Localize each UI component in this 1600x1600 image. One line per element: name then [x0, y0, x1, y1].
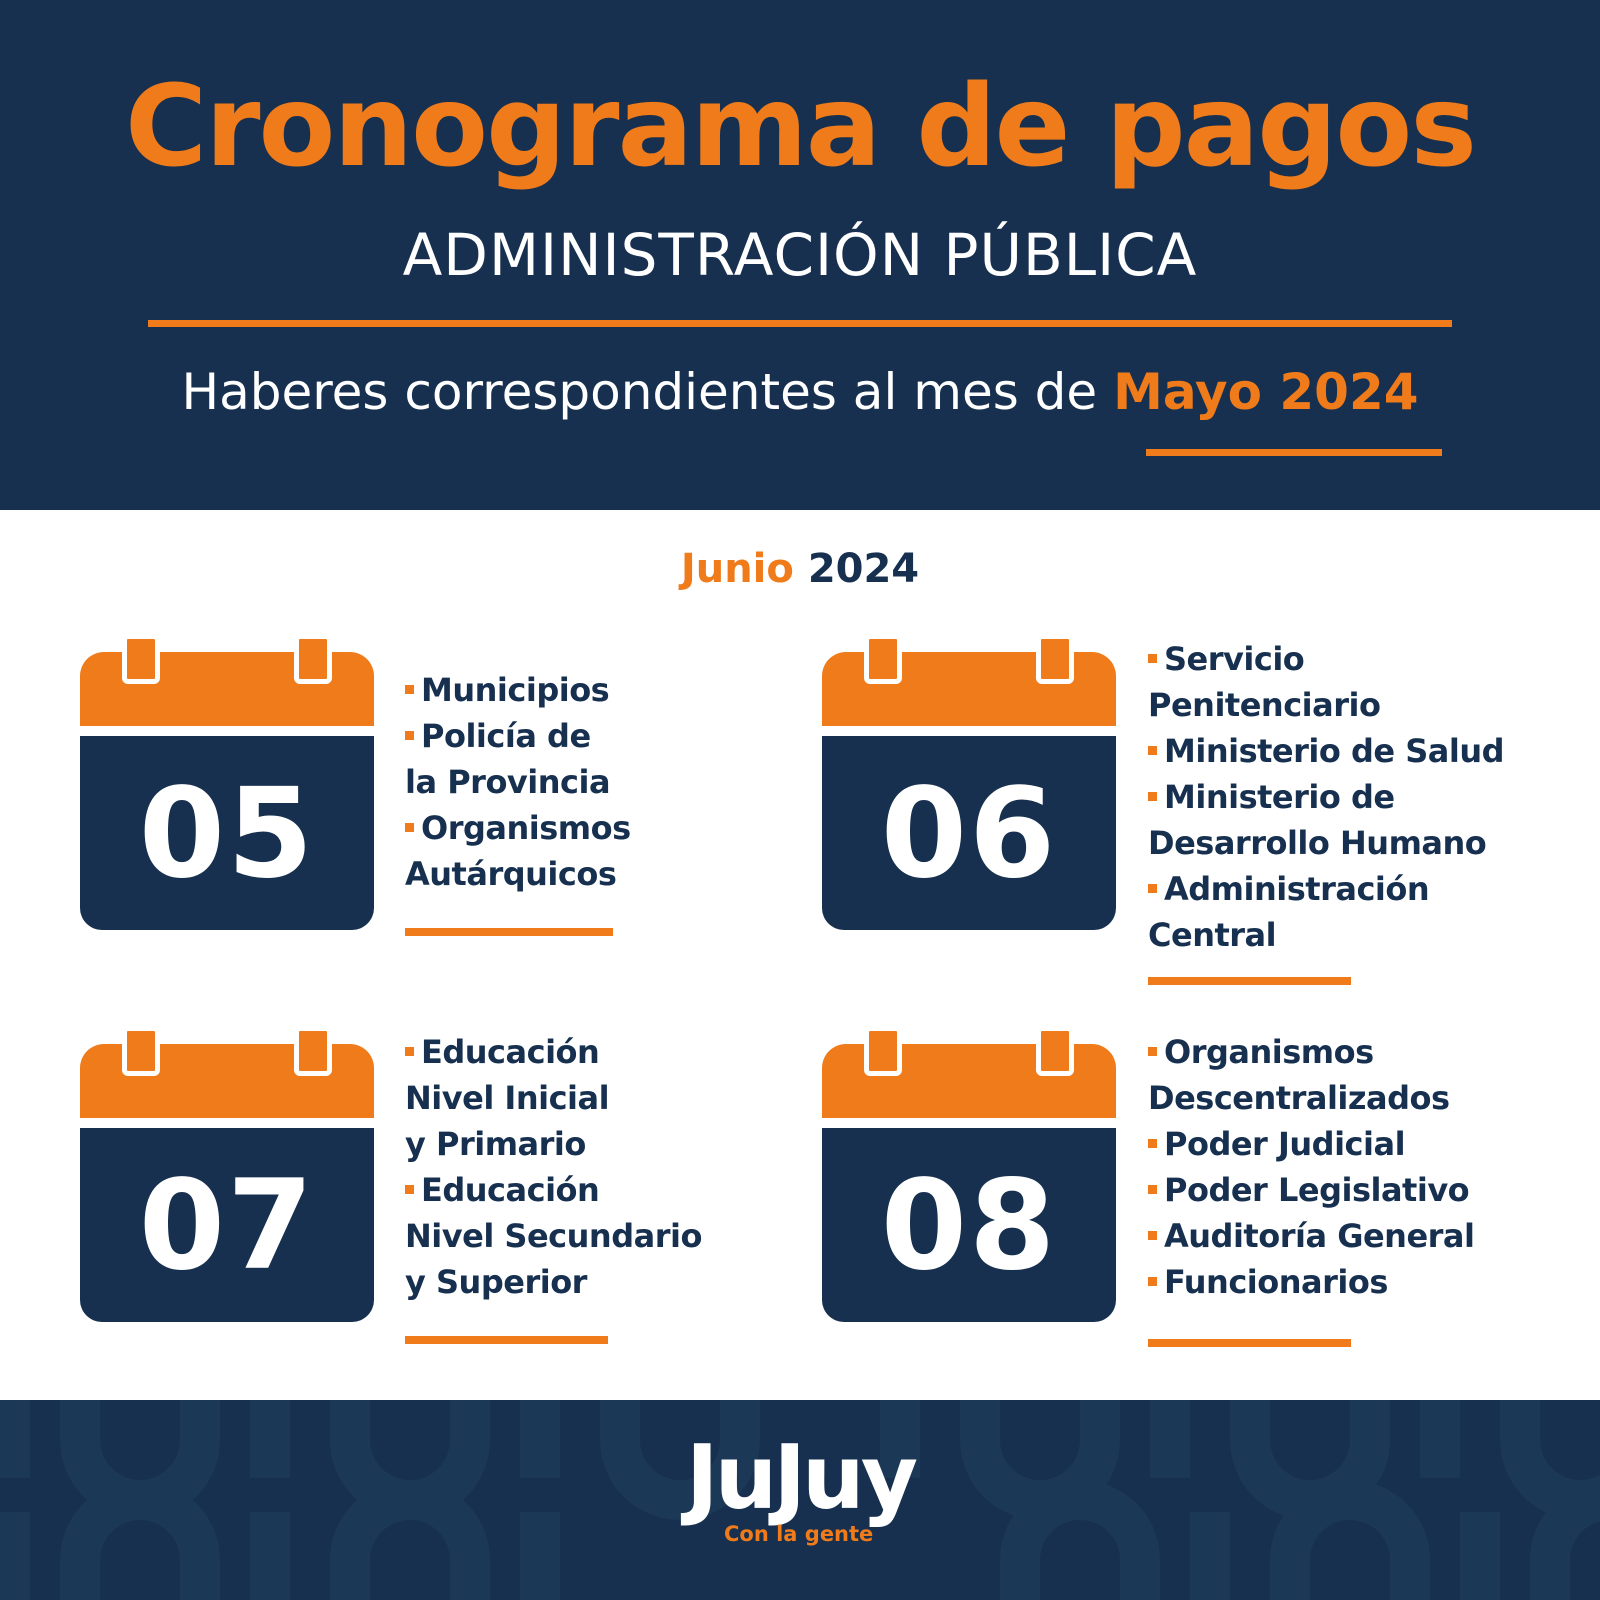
- payment-month-year: 2024: [807, 546, 920, 592]
- payment-day: 05: [138, 762, 316, 906]
- list-item-text: Organismos: [421, 809, 631, 847]
- list-item-text: Nivel Inicial: [405, 1079, 610, 1117]
- list-item: [1148, 774, 1504, 866]
- bullet-icon: [1148, 792, 1157, 801]
- list-item-text: Poder Judicial: [1164, 1125, 1406, 1163]
- bullet-icon: [405, 731, 414, 740]
- period-month: Mayo 2024: [1113, 363, 1419, 421]
- bullet-icon: [405, 823, 414, 832]
- list-item-text: Organismos: [1164, 1033, 1374, 1071]
- bullet-icon: [1148, 1185, 1157, 1194]
- list-item-text: Autárquicos: [405, 855, 617, 893]
- calendar-icon: [822, 634, 1116, 930]
- payment-day: 08: [880, 1154, 1058, 1298]
- payment-day: 07: [138, 1154, 316, 1298]
- bullet-icon: [405, 685, 414, 694]
- list-item-text: Ministerio de: [1164, 778, 1395, 816]
- block-underline: [405, 1336, 608, 1344]
- payment-month-name: Junio: [680, 546, 794, 592]
- bullet-icon: [1148, 1139, 1157, 1148]
- bullet-icon: [1148, 654, 1157, 663]
- list-item: [1148, 728, 1504, 774]
- block-underline: [405, 928, 613, 936]
- list-item-text: Descentralizados: [1148, 1079, 1450, 1117]
- list-item: [1148, 636, 1504, 728]
- list-item: [1148, 1213, 1474, 1259]
- bullet-icon: [1148, 1047, 1157, 1056]
- agency-list: [405, 667, 631, 897]
- list-item: [1148, 866, 1504, 958]
- calendar-ring-left: [864, 634, 902, 684]
- agency-list: [1148, 636, 1504, 958]
- bullet-icon: [1148, 1231, 1157, 1240]
- calendar-icon: [80, 1026, 374, 1322]
- logo-tagline: Con la gente: [724, 1522, 874, 1546]
- list-item-text: Educación: [421, 1171, 600, 1209]
- list-item-text: Desarrollo Humano: [1148, 824, 1487, 862]
- list-item: [405, 1029, 702, 1167]
- logo-wordmark: JuJuy: [685, 1426, 915, 1529]
- page-title: Cronograma de pagos: [125, 62, 1475, 192]
- period-month-underline: [1146, 449, 1442, 456]
- period-prefix: Haberes correspondientes al mes de: [181, 363, 1098, 421]
- payment-month-heading: [0, 544, 1600, 594]
- list-item: [1148, 1121, 1474, 1167]
- list-item-text: Administración: [1164, 870, 1430, 908]
- header-divider: [148, 320, 1452, 327]
- calendar-ring-left: [122, 634, 160, 684]
- payment-day: 06: [880, 762, 1058, 906]
- list-item-text: Educación: [421, 1033, 600, 1071]
- list-item-text: Poder Legislativo: [1164, 1171, 1470, 1209]
- list-item: [405, 667, 631, 713]
- list-item: [405, 805, 631, 897]
- list-item-text: Central: [1148, 916, 1277, 954]
- list-item: [1148, 1029, 1474, 1121]
- period-line: [0, 360, 1600, 424]
- list-item: [405, 1167, 702, 1305]
- list-item-text: la Provincia: [405, 763, 611, 801]
- page-subtitle: ADMINISTRACIÓN PÚBLICA: [402, 221, 1198, 289]
- agency-list: [1148, 1029, 1474, 1305]
- calendar-ring-right: [294, 634, 332, 684]
- agency-list: [405, 1029, 702, 1305]
- list-item: [1148, 1259, 1474, 1305]
- bullet-icon: [1148, 746, 1157, 755]
- list-item-text: Servicio: [1164, 640, 1305, 678]
- list-item-text: Nivel Secundario: [405, 1217, 702, 1255]
- calendar-ring-right: [294, 1026, 332, 1076]
- list-item-text: y Superior: [405, 1263, 587, 1301]
- calendar-ring-right: [1036, 1026, 1074, 1076]
- list-item: [405, 713, 631, 805]
- bullet-icon: [405, 1185, 414, 1194]
- list-item-text: Policía de: [421, 717, 591, 755]
- bullet-icon: [1148, 884, 1157, 893]
- calendar-icon: [80, 634, 374, 930]
- calendar-ring-left: [122, 1026, 160, 1076]
- bullet-icon: [1148, 1277, 1157, 1286]
- list-item-text: Funcionarios: [1164, 1263, 1388, 1301]
- jujuy-logo: [662, 1426, 938, 1564]
- block-underline: [1148, 1339, 1351, 1347]
- bullet-icon: [405, 1047, 414, 1056]
- list-item: [1148, 1167, 1474, 1213]
- calendar-icon: [822, 1026, 1116, 1322]
- list-item-text: Municipios: [421, 671, 610, 709]
- block-underline: [1148, 977, 1351, 985]
- calendar-ring-right: [1036, 634, 1074, 684]
- list-item-text: y Primario: [405, 1125, 586, 1163]
- list-item-text: Penitenciario: [1148, 686, 1381, 724]
- list-item-text: Ministerio de Salud: [1164, 732, 1505, 770]
- calendar-ring-left: [864, 1026, 902, 1076]
- list-item-text: Auditoría General: [1164, 1217, 1475, 1255]
